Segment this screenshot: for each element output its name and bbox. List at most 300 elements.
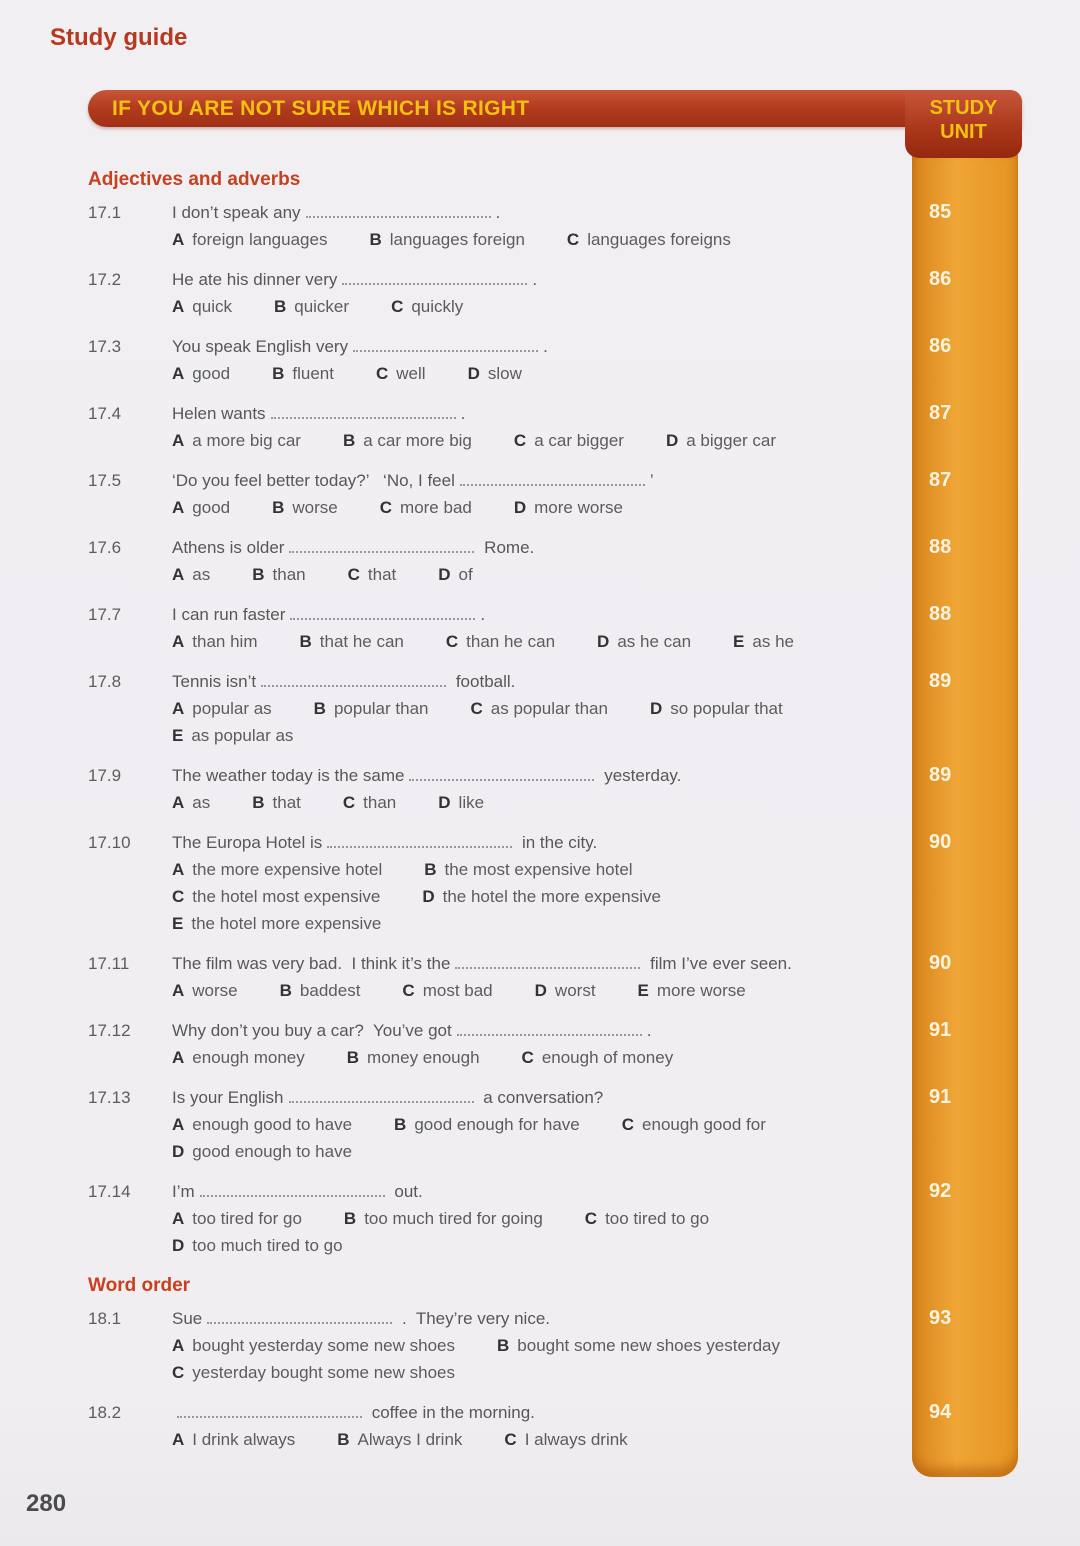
option-letter: B	[337, 1430, 350, 1449]
options-line	[172, 1138, 908, 1165]
option-d	[172, 1138, 352, 1165]
option-text: the more expensive hotel	[192, 860, 383, 879]
option-b	[497, 1332, 780, 1359]
option-a	[172, 856, 382, 883]
option-letter: B	[342, 431, 356, 450]
option-text: good enough for have	[414, 1115, 580, 1134]
option-c	[514, 427, 624, 454]
option-text: quick	[192, 297, 232, 316]
option-letter: D	[513, 498, 527, 517]
option-text: as he	[752, 632, 794, 651]
option-d	[438, 789, 484, 816]
unit-number: 90	[929, 952, 952, 974]
option-letter: E	[172, 914, 184, 933]
option-b	[299, 628, 403, 655]
unit-number: 88	[929, 536, 952, 558]
answer-blank	[200, 1182, 385, 1197]
sentence-post: .	[543, 337, 548, 356]
answer-blank	[457, 1021, 642, 1036]
options-line	[172, 293, 908, 320]
question-sentence	[172, 266, 908, 293]
sentence-post: film I’ve ever seen.	[645, 954, 792, 973]
unit-number: 94	[929, 1401, 952, 1423]
unit-number: 88	[929, 603, 952, 625]
option-text: the hotel the more expensive	[442, 887, 661, 906]
answer-blank	[177, 1403, 362, 1418]
question-row	[88, 601, 1018, 655]
answer-blank	[290, 605, 475, 620]
option-c	[585, 1205, 709, 1232]
option-letter: D	[172, 1142, 185, 1161]
option-text: worse	[292, 498, 338, 517]
option-text: of	[458, 565, 473, 584]
option-b	[272, 494, 338, 521]
option-letter: C	[379, 498, 393, 517]
question-number: 17.7	[88, 605, 122, 624]
option-text: enough good for	[642, 1115, 766, 1134]
option-e	[172, 910, 381, 937]
option-text: popular as	[192, 699, 272, 718]
option-a	[172, 789, 210, 816]
question-row	[88, 534, 1018, 588]
option-letter: C	[470, 699, 483, 718]
answer-blank	[409, 766, 594, 781]
option-text: a car bigger	[534, 431, 624, 450]
sentence-pre: ‘Do you feel better today?’ ‘No, I feel	[172, 471, 455, 490]
sentence-post: .	[460, 404, 466, 423]
option-c	[522, 1044, 674, 1071]
question-body	[172, 950, 912, 1004]
sentence-pre: You speak English very	[172, 337, 349, 356]
option-text: worst	[554, 981, 596, 1000]
options-line	[172, 695, 908, 722]
option-b	[369, 226, 524, 253]
question-row	[88, 266, 1018, 320]
option-b	[314, 695, 429, 722]
option-text: the most expensive hotel	[444, 860, 633, 879]
question-number: 17.10	[88, 833, 131, 852]
sentence-pre: Helen wants	[172, 404, 266, 423]
sections	[0, 166, 1080, 1466]
option-a	[172, 1332, 455, 1359]
unit-number: 89	[929, 670, 952, 692]
option-letter: E	[637, 981, 649, 1000]
option-letter: E	[733, 632, 745, 651]
option-text: more worse	[656, 981, 746, 1000]
question-sentence	[172, 1178, 908, 1205]
option-a	[172, 427, 301, 454]
unit-number: 89	[929, 764, 952, 786]
page-number: 280	[26, 1490, 67, 1517]
answer-blank	[455, 954, 640, 969]
banner-title: IF YOU ARE NOT SURE WHICH IS RIGHT	[112, 97, 530, 120]
sentence-post: out.	[389, 1182, 423, 1201]
option-letter: A	[172, 632, 185, 651]
question-body	[172, 762, 912, 816]
question-row	[88, 668, 1018, 749]
option-text: yesterday bought some new shoes	[192, 1363, 455, 1382]
option-text: the hotel most expensive	[192, 887, 381, 906]
option-letter: C	[402, 981, 415, 1000]
sentence-pre: Why don’t you buy a car? You’ve got	[172, 1021, 452, 1040]
question-body	[172, 400, 912, 454]
sentence-pre: The film was very bad. I think it’s the	[172, 954, 451, 973]
option-letter: B	[394, 1115, 407, 1134]
option-text: than	[363, 793, 397, 812]
option-d	[514, 494, 623, 521]
question-row	[88, 333, 1018, 387]
option-letter: C	[621, 1115, 635, 1134]
sentence-pre: The Europa Hotel is	[172, 833, 323, 852]
question-body	[172, 1178, 912, 1259]
sentence-post: ’	[649, 471, 654, 490]
option-d	[650, 695, 783, 722]
option-letter: B	[252, 793, 265, 812]
option-text: well	[396, 364, 426, 383]
option-e	[172, 722, 293, 749]
question-number: 17.11	[88, 954, 130, 973]
option-letter: A	[172, 981, 185, 1000]
unit-number: 85	[929, 201, 952, 223]
question-body	[172, 1084, 912, 1165]
question-number: 17.5	[88, 471, 122, 490]
unit-number: 90	[929, 831, 952, 853]
option-e	[733, 628, 794, 655]
options-line	[172, 360, 908, 387]
option-c	[348, 561, 397, 588]
option-letter: B	[497, 1336, 510, 1355]
option-text: quicker	[294, 297, 350, 316]
option-c	[567, 226, 731, 253]
option-text: most bad	[422, 981, 493, 1000]
option-b	[424, 856, 632, 883]
question-number: 17.14	[88, 1182, 131, 1201]
sentence-post: yesterday.	[599, 766, 682, 785]
option-letter: A	[172, 1430, 185, 1449]
sentence-post: .	[495, 203, 501, 222]
option-letter: C	[172, 887, 185, 906]
option-a	[172, 293, 232, 320]
option-text: a bigger car	[686, 431, 777, 450]
question-body	[172, 1399, 912, 1453]
option-text: enough good to have	[192, 1115, 353, 1134]
sentence-post: football.	[451, 672, 516, 691]
options-line	[172, 789, 908, 816]
option-c	[622, 1111, 766, 1138]
option-text: foreign languages	[192, 230, 328, 249]
option-d	[535, 977, 596, 1004]
option-text: fluent	[292, 364, 334, 383]
sentence-post: in the city.	[517, 833, 598, 852]
option-text: too much tired for going	[364, 1209, 543, 1228]
sentence-pre: Sue	[172, 1309, 203, 1328]
question-body	[172, 1017, 912, 1071]
sentence-pre: I don’t speak any	[172, 203, 301, 222]
question-row	[88, 1017, 1018, 1071]
option-b	[347, 1044, 480, 1071]
option-text: so popular that	[670, 699, 783, 718]
option-text: like	[458, 793, 485, 812]
option-letter: A	[172, 230, 185, 249]
study-unit-label-line1: STUDY	[929, 97, 998, 119]
option-a	[172, 494, 230, 521]
option-b	[274, 293, 349, 320]
option-letter: C	[584, 1209, 598, 1228]
question-row	[88, 467, 1018, 521]
options-line	[172, 1426, 908, 1453]
option-text: than	[272, 565, 306, 584]
option-e	[638, 977, 746, 1004]
option-text: money enough	[367, 1048, 480, 1067]
option-d	[438, 561, 472, 588]
question-body	[172, 467, 912, 521]
option-letter: C	[445, 632, 459, 651]
option-letter: C	[566, 230, 580, 249]
option-c	[376, 360, 426, 387]
question-sentence	[172, 534, 908, 561]
option-text: enough of money	[541, 1048, 674, 1067]
question-number: 17.8	[88, 672, 122, 691]
options-line	[172, 1205, 908, 1232]
option-letter: B	[272, 498, 285, 517]
question-sentence	[172, 950, 908, 977]
page-title: Study guide	[50, 24, 188, 51]
option-c	[504, 1426, 627, 1453]
option-letter: A	[172, 297, 185, 316]
question-number: 17.12	[88, 1021, 131, 1040]
question-number: 17.6	[88, 538, 122, 557]
option-text: a car more big	[363, 431, 472, 450]
sentence-pre: Is your English	[172, 1088, 284, 1107]
unit-number: 91	[929, 1086, 952, 1108]
sentence-pre: He ate his dinner very	[172, 270, 338, 289]
option-text: a more big car	[192, 431, 301, 450]
option-letter: A	[172, 699, 185, 718]
option-a	[172, 1426, 295, 1453]
option-text: bought yesterday some new shoes	[192, 1336, 455, 1355]
option-letter: B	[272, 364, 285, 383]
option-a	[172, 561, 210, 588]
option-letter: D	[172, 1236, 185, 1255]
option-d	[468, 360, 522, 387]
section-heading: Adjectives and adverbs	[88, 169, 301, 190]
unit-number: 92	[929, 1180, 952, 1202]
option-text: I always drink	[524, 1430, 628, 1449]
sentence-pre: Athens is older	[172, 538, 285, 557]
option-text: good	[192, 498, 231, 517]
answer-blank	[306, 203, 491, 218]
question-sentence	[172, 601, 908, 628]
option-c	[172, 1359, 455, 1386]
options-line	[172, 226, 908, 253]
option-text: that	[367, 565, 397, 584]
options-line	[172, 1359, 908, 1386]
question-row	[88, 199, 1018, 253]
option-text: too tired to go	[605, 1209, 710, 1228]
unit-number: 91	[929, 1019, 952, 1041]
option-letter: C	[504, 1430, 517, 1449]
option-text: enough money	[192, 1048, 305, 1067]
option-text: languages foreign	[389, 230, 525, 249]
option-text: than him	[192, 632, 258, 651]
option-text: than he can	[466, 632, 556, 651]
option-text: worse	[192, 981, 238, 1000]
option-letter: D	[649, 699, 663, 718]
option-a	[172, 628, 257, 655]
option-letter: D	[467, 364, 480, 383]
options-line	[172, 628, 908, 655]
option-letter: A	[172, 498, 185, 517]
options-line	[172, 1044, 908, 1071]
option-text: as he can	[617, 632, 692, 651]
question-sentence	[172, 400, 908, 427]
question-row	[88, 1178, 1018, 1259]
sentence-pre: Tennis isn’t	[172, 672, 257, 691]
sentence-post: .	[480, 605, 486, 624]
study-unit-label-line2: UNIT	[940, 121, 987, 143]
option-letter: A	[172, 431, 185, 450]
question-sentence	[172, 1084, 908, 1111]
option-letter: A	[172, 793, 185, 812]
question-number: 18.2	[88, 1403, 122, 1422]
option-b	[272, 360, 334, 387]
option-c	[172, 883, 380, 910]
option-b	[394, 1111, 580, 1138]
option-c	[470, 695, 607, 722]
option-text: Always I drink	[357, 1430, 463, 1449]
sentence-pre: The weather today is the same	[172, 766, 405, 785]
question-row	[88, 829, 1018, 937]
option-letter: C	[521, 1048, 534, 1067]
question-row	[88, 400, 1018, 454]
option-letter: B	[273, 297, 287, 316]
question-body	[172, 199, 912, 253]
option-letter: D	[438, 793, 451, 812]
question-body	[172, 668, 912, 749]
options-line	[172, 427, 908, 454]
sentence-post: Rome.	[479, 538, 535, 557]
option-letter: A	[172, 565, 185, 584]
option-text: as	[192, 565, 211, 584]
option-letter: A	[172, 1115, 185, 1134]
option-a	[172, 977, 238, 1004]
option-letter: B	[279, 981, 292, 1000]
option-letter: C	[342, 793, 356, 812]
options-line	[172, 1232, 908, 1259]
question-body	[172, 534, 912, 588]
option-letter: B	[369, 230, 382, 249]
question-body	[172, 333, 912, 387]
option-letter: C	[513, 431, 527, 450]
option-a	[172, 360, 230, 387]
option-b	[344, 1205, 543, 1232]
sentence-post: .	[532, 270, 538, 289]
option-text: slow	[487, 364, 522, 383]
question-number: 18.1	[88, 1309, 122, 1328]
question-body	[172, 266, 912, 320]
option-letter: C	[347, 565, 360, 584]
options-line	[172, 494, 908, 521]
option-b	[343, 427, 472, 454]
options-line	[172, 1111, 908, 1138]
question-body	[172, 829, 912, 937]
options-line	[172, 1332, 908, 1359]
option-text: quickly	[411, 297, 464, 316]
answer-blank	[289, 538, 474, 553]
option-d	[666, 427, 776, 454]
question-number: 17.3	[88, 337, 122, 356]
option-a	[172, 695, 272, 722]
answer-blank	[460, 471, 645, 486]
options-line	[172, 856, 908, 883]
option-letter: D	[597, 632, 610, 651]
unit-number: 86	[929, 268, 952, 290]
answer-blank	[327, 833, 512, 848]
section-heading: Word order	[88, 1275, 191, 1296]
question-body	[172, 1305, 912, 1386]
question-row	[88, 1305, 1018, 1386]
option-d	[172, 1232, 343, 1259]
option-letter: B	[299, 632, 312, 651]
option-letter: A	[172, 860, 185, 879]
question-sentence	[172, 199, 908, 226]
option-letter: C	[375, 364, 389, 383]
option-text: as	[192, 793, 211, 812]
question-row	[88, 1084, 1018, 1165]
option-text: popular than	[333, 699, 429, 718]
question-sentence	[172, 333, 908, 360]
options-line	[172, 561, 908, 588]
answer-blank	[271, 404, 456, 419]
option-letter: E	[172, 726, 184, 745]
unit-number: 87	[929, 469, 952, 491]
option-c	[380, 494, 472, 521]
option-d	[597, 628, 691, 655]
option-letter: B	[424, 860, 437, 879]
option-text: good	[192, 364, 231, 383]
options-line	[172, 977, 908, 1004]
option-letter: D	[422, 887, 435, 906]
options-line	[172, 883, 908, 910]
question-number: 17.2	[88, 270, 122, 289]
sentence-post: .	[646, 1021, 652, 1040]
option-b	[337, 1426, 462, 1453]
sentence-post: . They’re very nice.	[397, 1309, 550, 1328]
sentence-pre: I can run faster	[172, 605, 286, 624]
question-sentence	[172, 1399, 908, 1426]
options-line	[172, 910, 908, 937]
unit-number: 86	[929, 335, 952, 357]
sentence-post: coffee in the morning.	[367, 1403, 535, 1422]
option-letter: B	[346, 1048, 360, 1067]
option-text: that he can	[319, 632, 404, 651]
option-letter: A	[172, 1209, 185, 1228]
option-text: as popular as	[191, 726, 294, 745]
study-unit-label	[905, 90, 1022, 158]
question-number: 17.13	[88, 1088, 131, 1107]
option-text: that	[272, 793, 301, 812]
question-row	[88, 762, 1018, 816]
option-a	[172, 1111, 352, 1138]
option-text: baddest	[299, 981, 361, 1000]
options-line	[172, 722, 908, 749]
question-sentence	[172, 1017, 908, 1044]
option-letter: A	[172, 1048, 185, 1067]
option-text: as popular than	[490, 699, 608, 718]
option-b	[252, 561, 305, 588]
question-body	[172, 601, 912, 655]
banner	[88, 90, 1022, 127]
